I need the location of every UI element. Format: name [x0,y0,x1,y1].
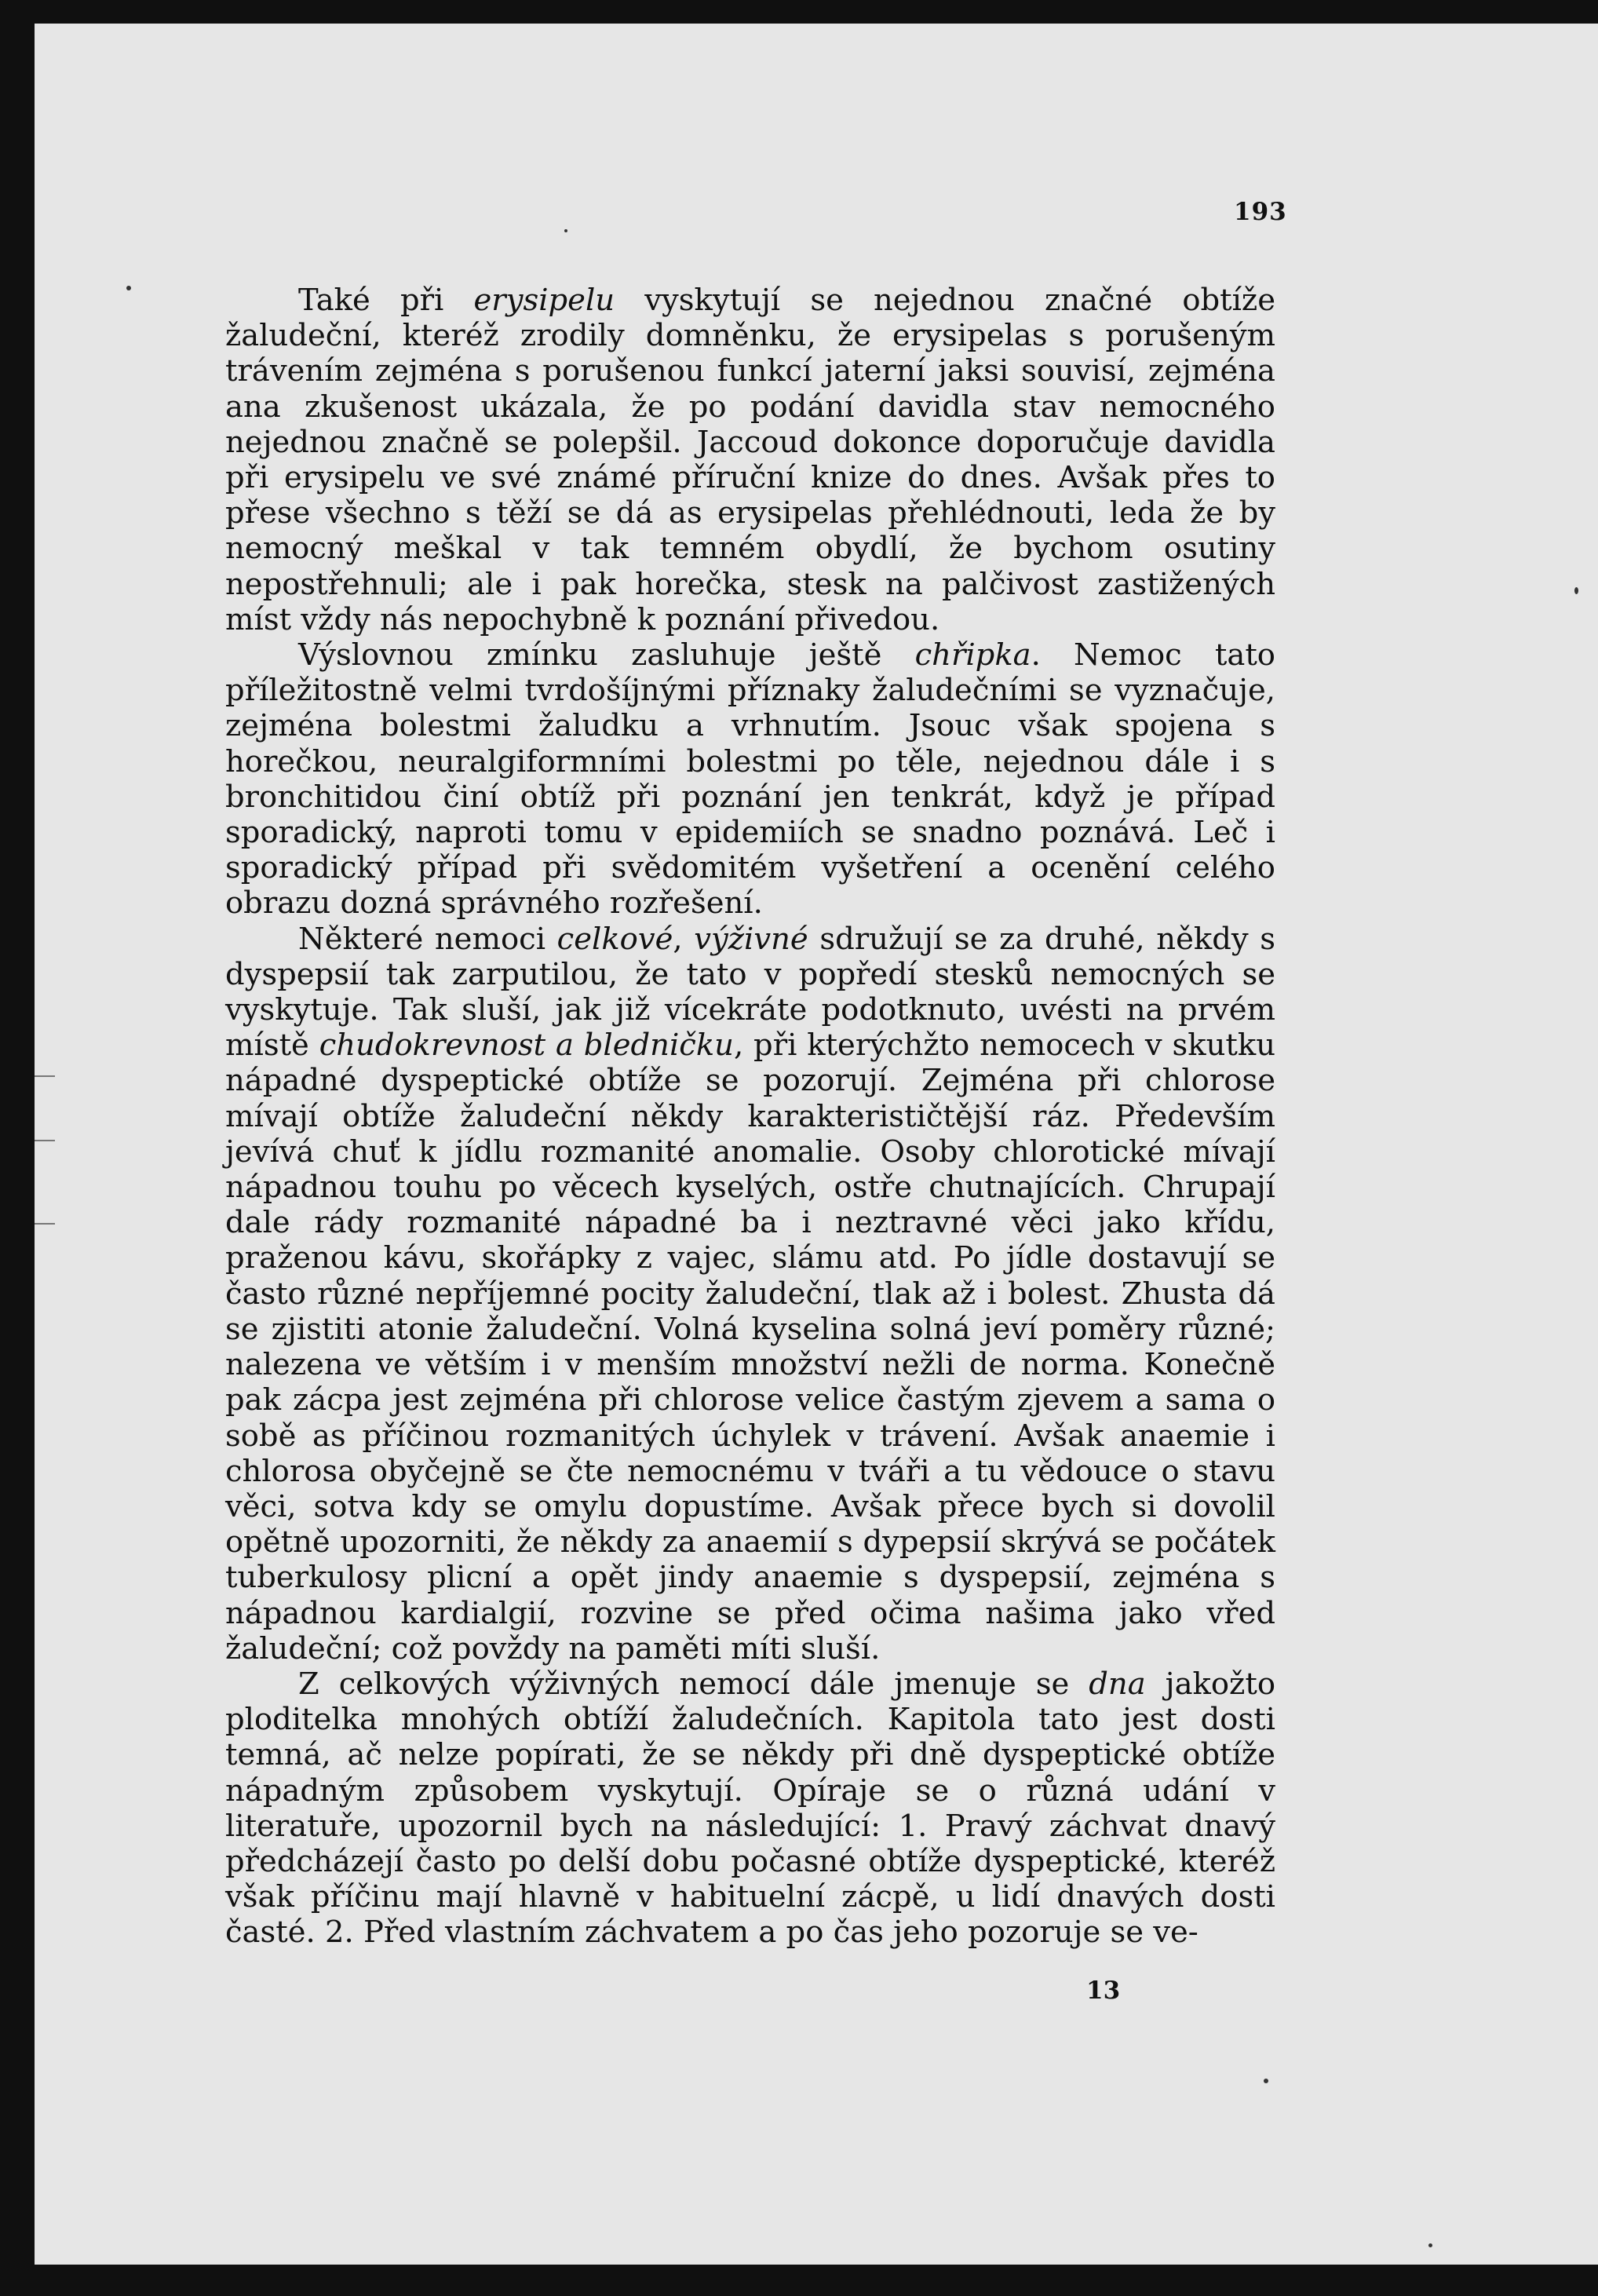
margin-scribble [35,1075,55,1077]
italic-term: dna [1089,1666,1146,1702]
speck [1428,2243,1432,2247]
margin-scribble [35,1140,55,1141]
italic-term: chudokrevnost a bledničku [319,1028,734,1064]
signature-mark: 13 [1086,1977,1121,2005]
paragraph [225,1666,1275,1951]
text-run: Také při [298,283,474,318]
paragraph [225,637,1275,922]
paragraph [225,283,1275,637]
speck [564,229,567,232]
body-text [225,283,1275,1951]
speck [126,286,131,290]
speck [1264,2079,1268,2083]
text-run: Některé nemoci [298,921,557,957]
italic-term: erysipelu [473,283,615,318]
text-run: jakožto ploditelka mnohých obtíží žaludečních. Kapitola tato jest dosti temná, ač nelze popírati, že se někdy při dně dyspeptické obtíže nápadným způsobem vyskytují. Opíraje se o různá udání v literatuře, upozornil bych na následující: 1. Pravý záchvat dnavý předcházejí často po delší dobu počasné obtíže dyspeptické, kteréž však příčinu mají hlavně v habituelní zácpě, u lidí dnavých dosti časté. 2. Před vlastním záchvatem a po čas jeho pozoruje se ve- [225,1666,1275,1951]
margin-scribble [35,1223,55,1225]
text-run: , [673,921,695,957]
text-run: Výslovnou zmínku zasluhuje ještě [298,637,915,673]
text-run: . Nemoc tato příležitostně velmi tvrdošíjnými příznaky žaludečními se vyznačuje, zejména bolestmi žaludku a vrhnutím. Jsouc však spojena s horečkou, neuralgiformními bolestmi po těle, nejednou dále i s bronchitidou činí obtíž při poznání jen tenkrát, když je případ sporadický, naproti tomu v epidemiích se snadno poznává. Leč i sporadický případ při svědomitém vyšetření a ocenění celého obrazu dozná správného rozřešení. [225,637,1275,922]
page-number: 193 [1234,198,1287,226]
text-run: , při kterýchžto nemocech v skutku nápadné dyspeptické obtíže se pozorují. Zejména při chlorose mívají obtíže žaludeční někdy karakterističtější ráz. Především jevívá chuť k jídlu rozmanité anomalie. Osoby chlorotické mívají nápadnou touhu po věcech kyselých, ostře chutnajících. Chrupají dale rády rozmanité nápadné ba i neztravné věci jako křídu, praženou kávu, skořápky z vajec, slámu atd. Po jídle dostavují se často různé nepříjemné pocity žaludeční, tlak až i bolest. Zhusta dá se zjistiti atonie žaludeční. Volná kyselina solná jeví poměry různé; nalezena ve větším i v menším množství nežli de norma. Konečně pak zácpa jest zejména při chlorose velice častým zjevem a sama o sobě as příčinou rozmanitých úchylek v trávení. Avšak anaemie i chlorosa obyčejně se čte nemocnému v tváři a tu vědouce o stavu věci, sotva kdy se omylu dopustíme. Avšak přece bych si dovolil opětně upozorniti, že někdy za anaemií s dypepsií skrývá se počátek tuberkulosy plicní a opět jindy anaemie s dyspepsií, zejména s nápadnou kardialgií, rozvine se před očima našima jako vřed žaludeční; což povždy na paměti míti sluší. [225,1028,1275,1666]
italic-term: výživné [694,921,808,957]
italic-term: chřipka [914,637,1031,673]
text-run: vyskytují se nejednou značné obtíže žaludeční, kteréž zrodily domněnku, že erysipelas s porušeným trávením zejména s porušenou funkcí jaterní jaksi souvisí, zejména ana zkušenost ukázala, že po podání davidla stav nemocného nejednou značně se polepšil. Jaccoud dokonce doporučuje davidla při erysipelu ve své známé příruční knize do dnes. Avšak přes to přese všechno s těží se dá as erysipelas přehlédnouti, leda že by nemocný meškal v tak temném obydlí, že bychom osutiny nepostřehnuli; ale i pak horečka, stesk na palčivost zastižených míst vždy nás nepochybně k poznání přivedou. [225,283,1275,637]
paragraph [225,922,1275,1666]
text-run: sdružují se za druhé, někdy s dyspepsií tak zarputilou, že tato v popředí stesků nemocných se vyskytuje. Tak sluší, jak již vícekráte podotknuto, uvésti na prvém místě [225,921,1275,1064]
speck [1574,587,1578,594]
text-run: Z celkových výživných nemocí dále jmenuje se [298,1666,1089,1702]
italic-term: celkové [556,921,673,957]
